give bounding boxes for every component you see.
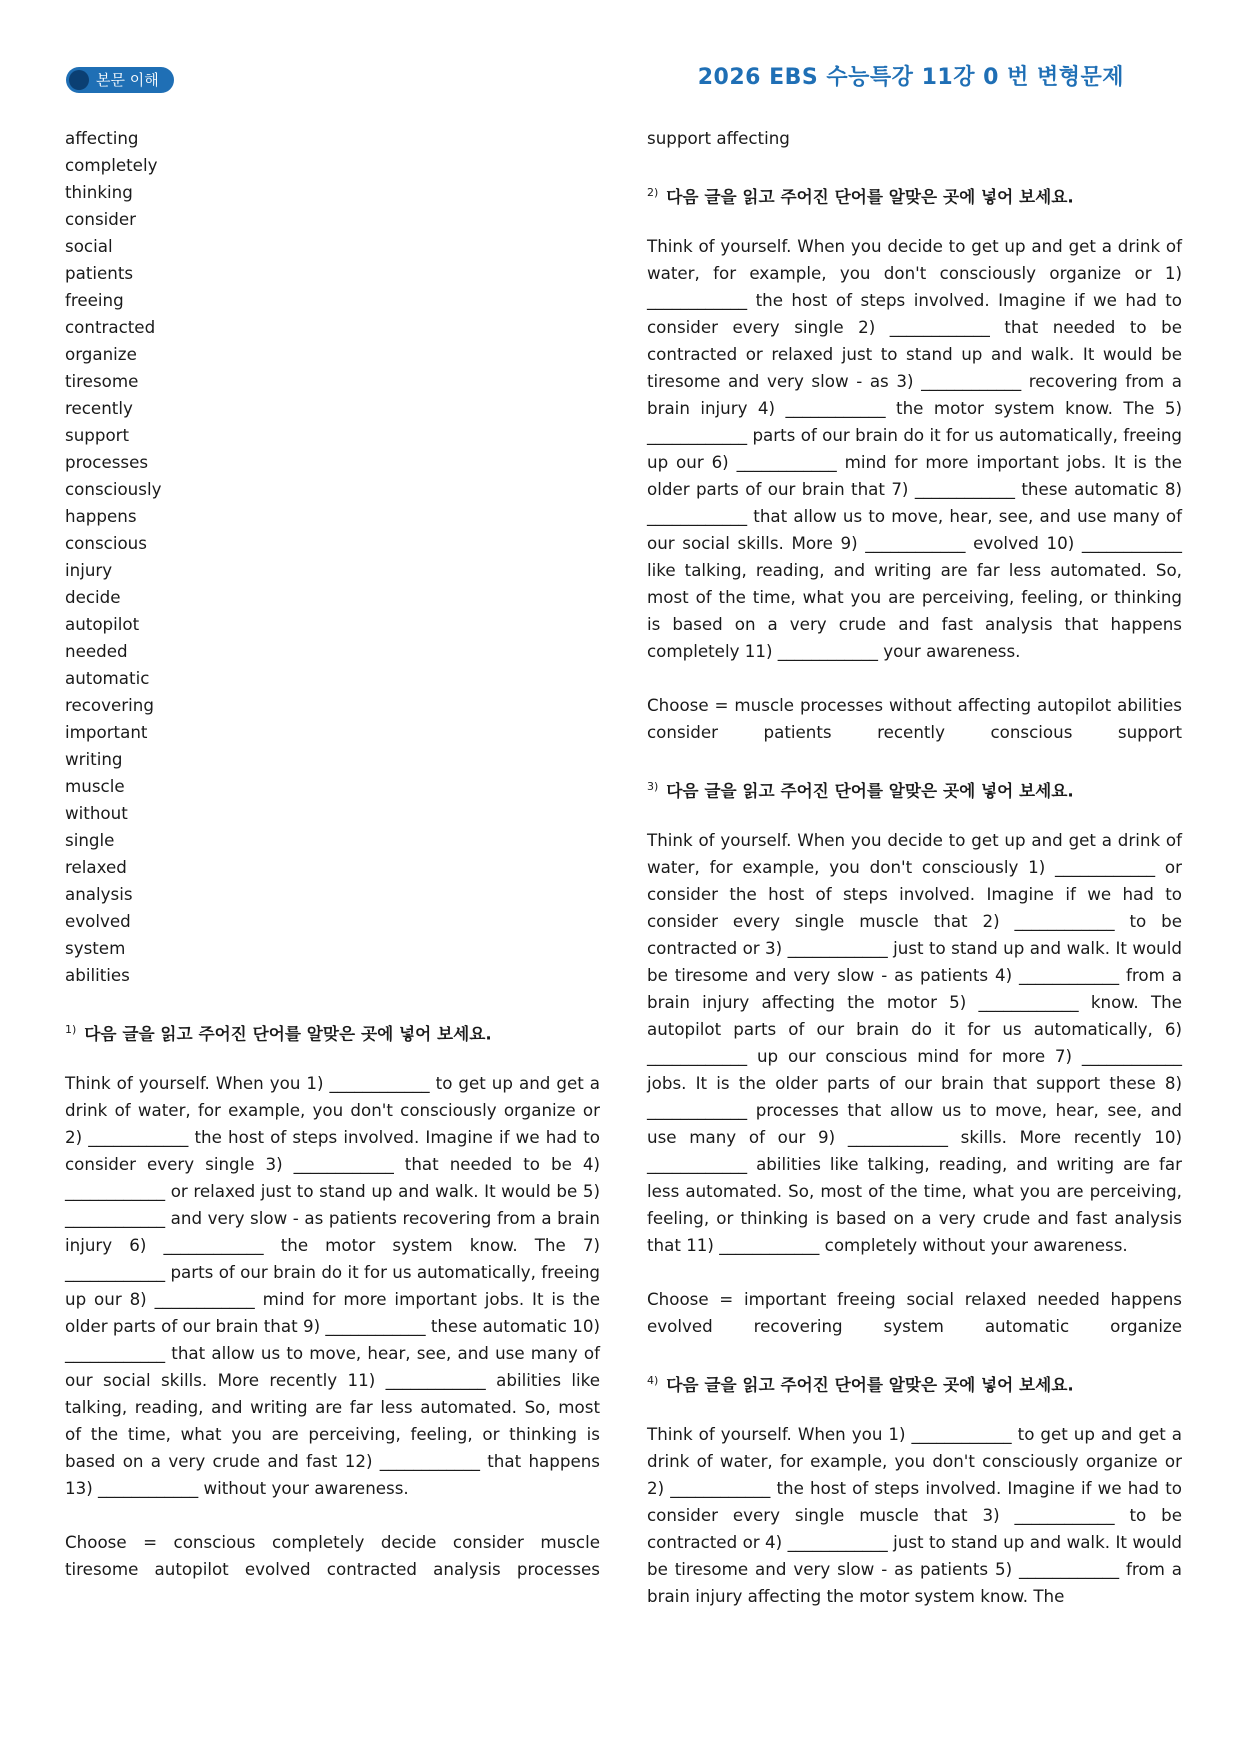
question-4-instruction: 다음 글을 읽고 주어진 단어를 알맞은 곳에 넣어 보세요. bbox=[666, 1374, 1074, 1395]
word-list-item: important bbox=[65, 722, 148, 742]
question-2-choices: Choose = muscle processes without affecting autopilot abilities consider patients recently conscious support bbox=[647, 695, 1182, 742]
section-badge bbox=[66, 67, 174, 93]
document-title: 2026 EBS 수능특강 11강 0 번 변형문제 bbox=[697, 65, 1124, 90]
question-4-number: 4) bbox=[647, 1374, 659, 1387]
question-1-choices-continued: support affecting bbox=[647, 128, 790, 148]
word-list bbox=[65, 125, 600, 989]
word-list-item: tiresome bbox=[65, 371, 139, 391]
question-2-heading bbox=[647, 179, 1182, 206]
word-list-item: relaxed bbox=[65, 857, 127, 877]
word-list-item: processes bbox=[65, 452, 149, 472]
word-list-item: thinking bbox=[65, 182, 133, 202]
word-list-item: social bbox=[65, 236, 113, 256]
question-2-number: 2) bbox=[647, 186, 659, 199]
word-list-item: single bbox=[65, 830, 115, 850]
word-list-item: consider bbox=[65, 209, 137, 229]
word-list-item: affecting bbox=[65, 128, 139, 148]
question-2-passage: Think of yourself. When you decide to get up and get a drink of water, for example, you don't consciously organize or 1) ____________ the host of steps involved. Imagine if we had to consider every single 2) ____________ that needed to be contracted or relaxed just to stand up and walk. It would be tiresome and very slow - as 3) ____________ recovering from a brain injury 4) ____________ the motor system know. The 5) ____________ parts of our brain do it for us automatically, freeing up our 6) ____________ mind for more important jobs. It is the older parts of our brain that 7) ____________ these automatic 8) ____________ that allow us to move, hear, see, and use many of our social skills. More 9) ____________ evolved 10) ____________ like talking, reading, and writing are far less automated. So, most of the time, what you are perceiving, feeling, or thinking is based on a very crude and fast analysis that happens completely 11) ____________ your awareness. bbox=[647, 236, 1182, 661]
word-list-item: conscious bbox=[65, 533, 147, 553]
word-list-item: automatic bbox=[65, 668, 150, 688]
question-2-instruction: 다음 글을 읽고 주어진 단어를 알맞은 곳에 넣어 보세요. bbox=[666, 186, 1074, 207]
word-list-item: analysis bbox=[65, 884, 133, 904]
question-3-choices: Choose = important freeing social relaxed needed happens evolved recovering system automatic organize bbox=[647, 1289, 1182, 1336]
word-list-item: writing bbox=[65, 749, 123, 769]
word-list-item: patients bbox=[65, 263, 134, 283]
question-1-instruction: 다음 글을 읽고 주어진 단어를 알맞은 곳에 넣어 보세요. bbox=[84, 1023, 492, 1044]
word-list-item: happens bbox=[65, 506, 137, 526]
word-list-item: evolved bbox=[65, 911, 131, 931]
word-list-item: abilities bbox=[65, 965, 130, 985]
question-1-passage: Think of yourself. When you 1) ____________ to get up and get a drink of water, for example, you don't consciously organize or 2) ____________ the host of steps involved. Imagine if we had to consider every single 3) ____________ that needed to be 4) ____________ or relaxed just to stand up and walk. It would be 5) ____________ and very slow - as patients recovering from a brain injury 6) ____________ the motor system know. The 7) ____________ parts of our brain do it for us automatically, freeing up our 8) ____________ mind for more important jobs. It is the older parts of our brain that 9) ____________ these automatic 10) ____________ that allow us to move, hear, see, and use many of our social skills. More recently 11) ____________ abilities like talking, reading, and writing are far less automated. So, most of the time, what you are perceiving, feeling, or thinking is based on a very crude and fast 12) ____________ that happens 13) ____________ without your awareness. bbox=[65, 1073, 600, 1498]
question-4-heading bbox=[647, 1367, 1182, 1394]
word-list-item: decide bbox=[65, 587, 121, 607]
badge-label: 본문 이해 bbox=[96, 71, 159, 89]
word-list-item: system bbox=[65, 938, 126, 958]
word-list-item: muscle bbox=[65, 776, 125, 796]
question-3-passage: Think of yourself. When you decide to get up and get a drink of water, for example, you don't consciously 1) ____________ or consider the host of steps involved. Imagine if we had to consider every single muscle that 2) ____________ to be contracted or 3) ____________ just to stand up and walk. It would be tiresome and very slow - as patients 4) ____________ from a brain injury affecting the motor 5) ____________ know. The autopilot parts of our brain do it for us automatically, 6) ____________ up our conscious mind for more 7) ____________ jobs. It is the older parts of our brain that support these 8) ____________ processes that allow us to move, hear, see, and use many of our 9) ____________ skills. More recently 10) ____________ abilities like talking, reading, and writing are far less automated. So, most of the time, what you are perceiving, feeling, or thinking is based on a very crude and fast analysis that 11) ____________ completely without your awareness. bbox=[647, 830, 1182, 1255]
word-list-item: needed bbox=[65, 641, 128, 661]
question-1-number: 1) bbox=[65, 1023, 77, 1036]
question-1-choices: Choose = conscious completely decide consider muscle tiresome autopilot evolved contracted analysis processes bbox=[65, 1532, 600, 1579]
question-3-instruction: 다음 글을 읽고 주어진 단어를 알맞은 곳에 넣어 보세요. bbox=[666, 780, 1074, 801]
badge-circle-icon bbox=[69, 70, 89, 90]
word-list-item: consciously bbox=[65, 479, 162, 499]
question-3-number: 3) bbox=[647, 780, 659, 793]
question-3-heading bbox=[647, 773, 1182, 800]
question-1-heading bbox=[65, 1016, 600, 1043]
left-column bbox=[65, 125, 600, 1583]
word-list-item: contracted bbox=[65, 317, 156, 337]
question-4-passage: Think of yourself. When you 1) ____________ to get up and get a drink of water, for example, you don't consciously organize or 2) ____________ the host of steps involved. Imagine if we had to consider every single muscle that 3) ____________ to be contracted or 4) ____________ just to stand up and walk. It would be tiresome and very slow - as patients 5) ____________ from a brain injury affecting the motor system know. The bbox=[647, 1424, 1182, 1606]
right-column bbox=[647, 125, 1182, 1610]
page-header bbox=[0, 0, 1240, 110]
word-list-item: without bbox=[65, 803, 128, 823]
word-list-item: autopilot bbox=[65, 614, 140, 634]
word-list-item: recently bbox=[65, 398, 133, 418]
word-list-item: support bbox=[65, 425, 130, 445]
word-list-item: injury bbox=[65, 560, 113, 580]
word-list-item: organize bbox=[65, 344, 137, 364]
word-list-item: freeing bbox=[65, 290, 124, 310]
word-list-item: completely bbox=[65, 155, 158, 175]
word-list-item: recovering bbox=[65, 695, 154, 715]
